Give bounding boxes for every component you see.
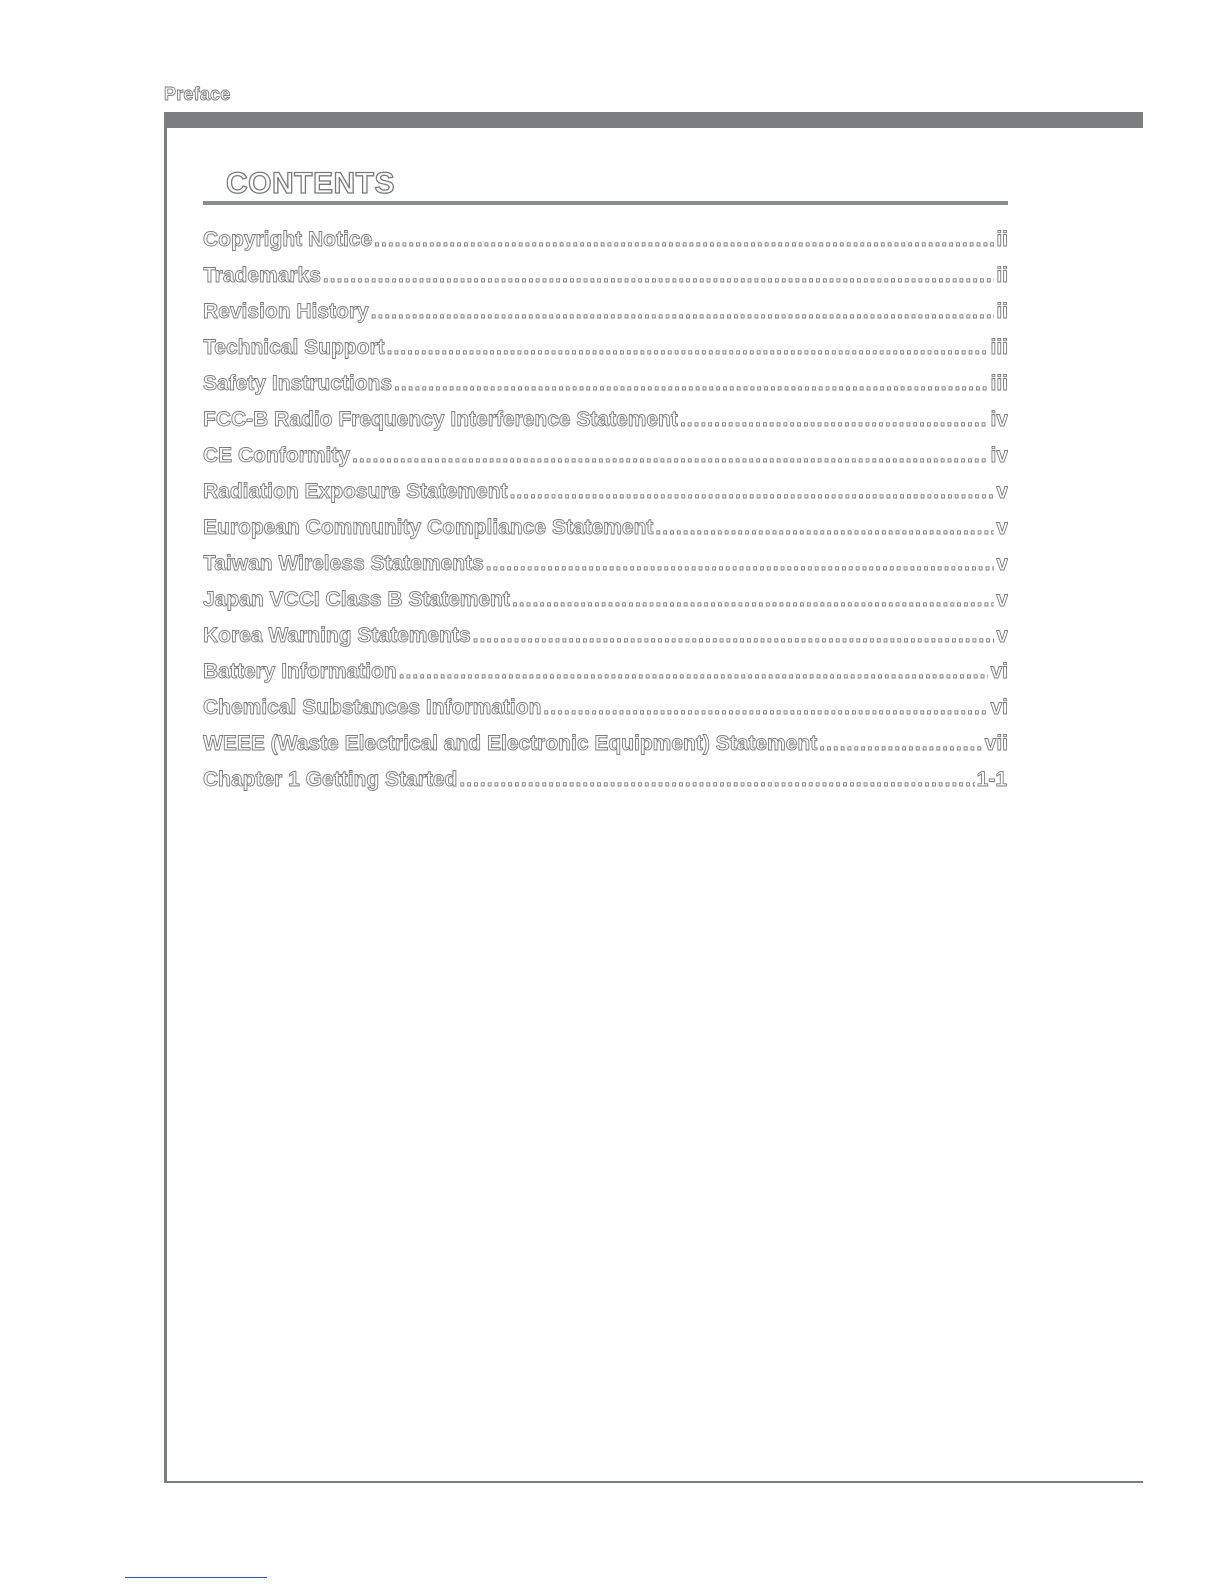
toc-entry-title: FCC-B Radio Frequency Interference Statement xyxy=(203,408,678,431)
toc-entry-title: Chapter 1 Getting Started xyxy=(203,768,458,791)
toc-entry-title: CE Conformity xyxy=(203,444,350,467)
toc-dot-leader xyxy=(473,618,995,654)
toc-dot-leader xyxy=(680,402,989,438)
toc-entry-chapter-1[interactable] xyxy=(203,762,1007,798)
toc-entry-title: Battery Information xyxy=(203,660,397,683)
toc-entry-page: ii xyxy=(996,264,1008,287)
toc-dot-leader xyxy=(512,582,994,618)
toc-dot-leader xyxy=(543,690,988,726)
toc-entry-page: ii xyxy=(996,300,1008,323)
toc-entry-page: iii xyxy=(990,336,1008,359)
contents-title: CONTENTS xyxy=(226,167,395,200)
table-of-contents xyxy=(203,222,1008,798)
toc-dot-leader xyxy=(459,762,974,798)
toc-entry-title: Chemical Substances Information xyxy=(203,696,542,719)
toc-dot-leader xyxy=(371,294,995,330)
toc-entry-page: vi xyxy=(990,660,1008,683)
toc-entry-title: Technical Support xyxy=(203,336,385,359)
toc-entry-page: v xyxy=(996,624,1008,647)
toc-entry-european-compliance[interactable] xyxy=(203,510,1008,546)
toc-dot-leader xyxy=(399,654,989,690)
contents-title-rule xyxy=(203,201,1008,205)
toc-entry-page: iii xyxy=(990,372,1008,395)
toc-entry-technical-support[interactable] xyxy=(203,330,1008,366)
toc-dot-leader xyxy=(374,222,994,258)
toc-entry-title: Japan VCCI Class B Statement xyxy=(203,588,510,611)
toc-dot-leader xyxy=(486,546,995,582)
toc-dot-leader xyxy=(394,366,988,402)
toc-entry-title: Copyright Notice xyxy=(203,228,373,251)
toc-entry-page: ii xyxy=(996,228,1008,251)
toc-dot-leader xyxy=(655,510,994,546)
footer-link-underline xyxy=(125,1577,267,1578)
header-bar xyxy=(164,112,1143,128)
toc-entry-taiwan-wireless[interactable] xyxy=(203,546,1008,582)
toc-entry-page: v xyxy=(996,480,1008,503)
toc-entry-title: WEEE (Waste Electrical and Electronic Equipment) Statement xyxy=(203,732,818,755)
toc-entry-fcc-b-statement[interactable] xyxy=(203,402,1008,438)
toc-entry-title: Safety Instructions xyxy=(203,372,393,395)
toc-entry-revision-history[interactable] xyxy=(203,294,1008,330)
toc-entry-copyright-notice[interactable] xyxy=(203,222,1008,258)
toc-entry-korea-warning[interactable] xyxy=(203,618,1008,654)
toc-entry-page: v xyxy=(996,552,1008,575)
toc-entry-page: vi xyxy=(990,696,1008,719)
toc-entry-weee-statement[interactable] xyxy=(203,726,1008,762)
toc-entry-trademarks[interactable] xyxy=(203,258,1008,294)
toc-entry-page: vii xyxy=(984,732,1008,755)
left-margin-rule xyxy=(164,112,167,1483)
toc-entry-page: v xyxy=(996,588,1008,611)
toc-entry-title: European Community Compliance Statement xyxy=(203,516,654,539)
toc-entry-ce-conformity[interactable] xyxy=(203,438,1008,474)
toc-entry-page: iv xyxy=(990,408,1008,431)
toc-dot-leader xyxy=(323,258,994,294)
toc-entry-title: Radiation Exposure Statement xyxy=(203,480,508,503)
toc-entry-page: iv xyxy=(990,444,1008,467)
toc-entry-chemical-substances[interactable] xyxy=(203,690,1008,726)
toc-dot-leader xyxy=(819,726,982,762)
toc-entry-title: Korea Warning Statements xyxy=(203,624,471,647)
footer-rule xyxy=(164,1481,1143,1483)
toc-entry-page: 1-1 xyxy=(976,768,1007,791)
toc-dot-leader xyxy=(352,438,988,474)
toc-entry-title: Taiwan Wireless Statements xyxy=(203,552,484,575)
toc-dot-leader xyxy=(387,330,989,366)
toc-dot-leader xyxy=(510,474,995,510)
toc-entry-japan-vcci[interactable] xyxy=(203,582,1008,618)
toc-entry-safety-instructions[interactable] xyxy=(203,366,1008,402)
toc-entry-battery-information[interactable] xyxy=(203,654,1008,690)
toc-entry-title: Trademarks xyxy=(203,264,321,287)
toc-entry-title: Revision History xyxy=(203,300,369,323)
toc-entry-radiation-exposure[interactable] xyxy=(203,474,1008,510)
section-label: Preface xyxy=(164,84,231,104)
toc-entry-page: v xyxy=(996,516,1008,539)
